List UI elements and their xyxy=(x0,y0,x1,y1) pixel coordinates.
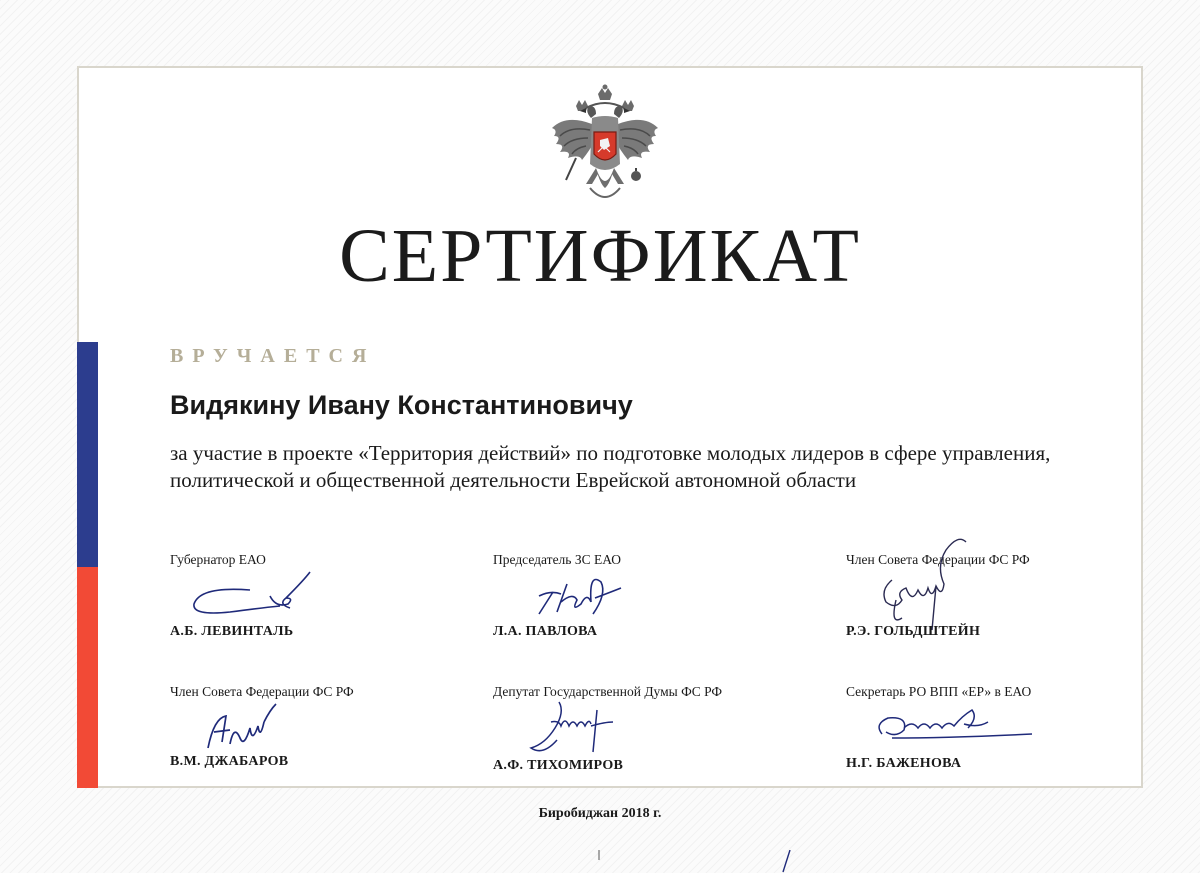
signature-block-chair xyxy=(493,552,733,662)
signature-mark xyxy=(200,698,300,754)
signature-mark xyxy=(190,568,330,618)
signature-block-deputy xyxy=(493,684,733,794)
signature-mark xyxy=(868,694,1038,750)
signatory-name: А.Ф. ТИХОМИРОВ xyxy=(493,758,624,773)
flag-stripe-blue xyxy=(77,342,98,567)
russian-coat-of-arms-icon xyxy=(546,84,664,210)
signatory-role: Член Совета Федерации ФС РФ xyxy=(170,684,354,699)
signature-block-senator-1 xyxy=(846,552,1086,662)
signatory-name: В.М. ДЖАБАРОВ xyxy=(170,754,289,769)
signatory-name: Н.Г. БАЖЕНОВА xyxy=(846,756,962,771)
signatory-name: Р.Э. ГОЛЬДШТЕЙН xyxy=(846,624,981,639)
signature-block-governor xyxy=(170,552,410,662)
award-reason-line-2: политической и общественной деятельности Еврейской автономной области xyxy=(170,468,857,492)
signatory-role: Член Совета Федерации ФС РФ xyxy=(846,552,1030,567)
signatory-name: А.Б. ЛЕВИНТАЛЬ xyxy=(170,624,294,639)
signatory-role: Депутат Государственной Думы ФС РФ xyxy=(493,684,723,699)
signatory-role: Губернатор ЕАО xyxy=(170,552,266,567)
stray-mark xyxy=(780,850,792,874)
stray-mark xyxy=(596,850,602,862)
signature-block-senator-2 xyxy=(170,684,410,794)
award-reason-line-1: за участие в проекте «Территория действий» по подготовке молодых лидеров в сфере управления, xyxy=(170,441,1051,465)
award-reason xyxy=(170,440,1130,494)
signatory-role: Секретарь РО ВПП «ЕР» в ЕАО xyxy=(846,684,1032,699)
recipient-name: Видякину Ивану Константиновичу xyxy=(170,390,633,420)
certificate-title: СЕРТИФИКАТ xyxy=(339,214,861,298)
signature-mark xyxy=(521,562,661,622)
flag-stripe-red xyxy=(77,567,98,788)
signatory-role: Председатель ЗС ЕАО xyxy=(493,552,622,567)
place-date: Биробиджан 2018 г. xyxy=(538,806,662,821)
signature-mark xyxy=(521,692,651,762)
signatory-name: Л.А. ПАВЛОВА xyxy=(493,624,598,639)
awarded-label: ВРУЧАЕТСЯ xyxy=(170,345,376,367)
signature-block-secretary xyxy=(846,684,1086,794)
